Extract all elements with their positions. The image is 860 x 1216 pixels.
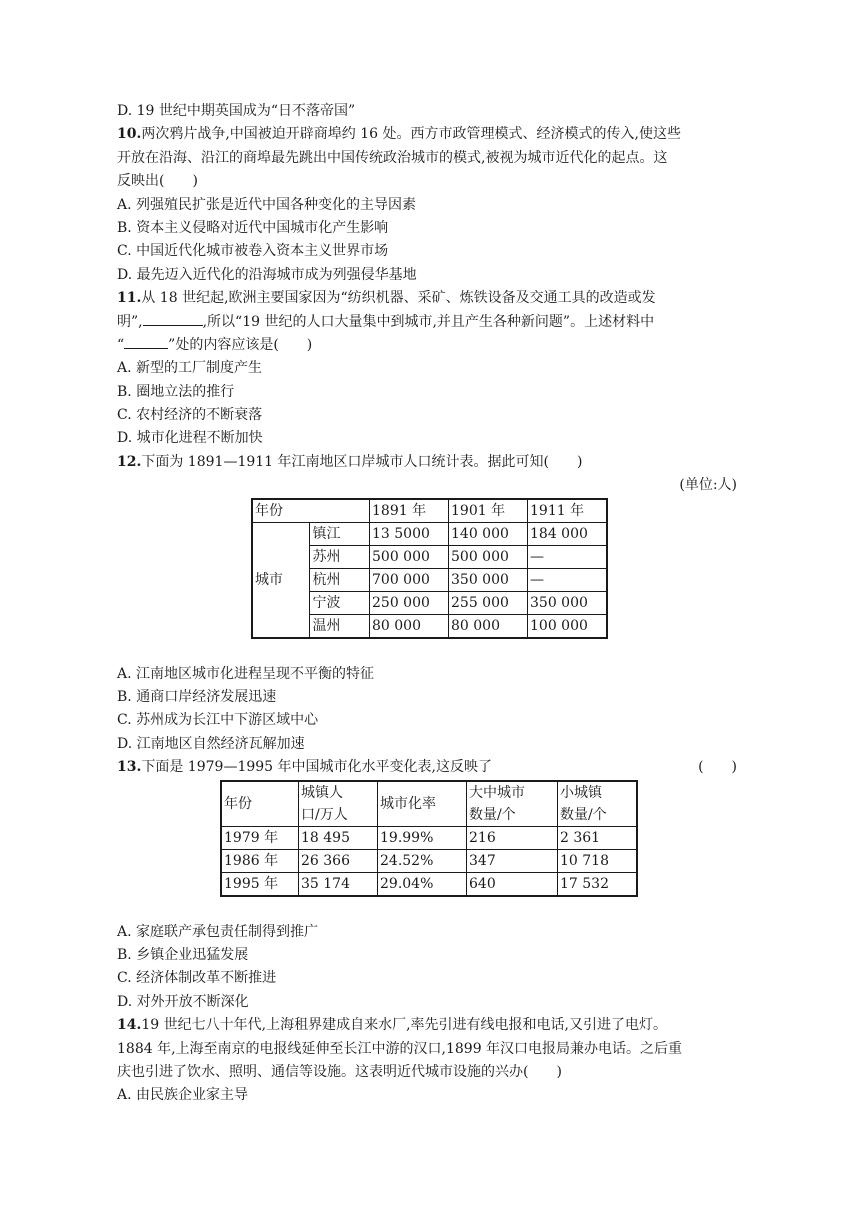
q12-option-d: D. 江南地区自然经济瓦解加速 (117, 735, 305, 752)
q11-stem-line-2b: ,所以“19 世纪的人口大量集中到城市,并且产生各种新问题”。上述材料中 (202, 313, 655, 330)
q13-option-d: D. 对外开放不断深化 (117, 993, 249, 1010)
q10-option-c: C. 中国近代化城市被卷入资本主义世界市场 (117, 243, 389, 260)
q14-stem-line-1: 19 世纪七八十年代,上海租界建成自来水厂,率先引进有线电报和电话,又引进了电灯。 (141, 1017, 667, 1034)
q12-population-table (251, 498, 608, 639)
table-cell: — (528, 545, 608, 568)
q14-option-a: A. 由民族企业家主导 (117, 1087, 249, 1104)
table-cell: 镇江 (310, 522, 370, 545)
q11-stem-line-2a: 明”, (117, 313, 143, 330)
question-13 (117, 756, 737, 1014)
question-11 (117, 287, 737, 451)
table-cell: 255 000 (449, 591, 528, 614)
table-header-cell: 大中城市 数量/个 (467, 781, 558, 827)
q13-number: 13. (117, 759, 142, 776)
q10-number: 10. (117, 126, 142, 143)
exam-page (117, 100, 737, 1108)
question-14 (117, 1014, 737, 1108)
q13-option-a: A. 家庭联产承包责任制得到推广 (117, 923, 319, 940)
q11-option-a: A. 新型的工厂制度产生 (117, 360, 263, 377)
table-cell: 温州 (310, 614, 370, 638)
table-cell: 10 718 (558, 849, 638, 872)
q11-stem-line-3b: ”处的内容应该是( ) (168, 336, 313, 353)
table-cell: 19.99% (378, 826, 467, 849)
answer-blank (143, 311, 203, 326)
table-cell: 35 174 (299, 872, 378, 896)
table-cell: 350 000 (528, 591, 608, 614)
table-header-row (221, 781, 637, 827)
table-cell: 1986 年 (221, 849, 299, 872)
q10-stem-line-1: 两次鸦片战争,中国被迫开辟商埠约 16 处。西方市政管理模式、经济模式的传入,使这些 (141, 126, 681, 143)
table-header-cell: 年份 (221, 781, 299, 827)
table-row (221, 849, 637, 872)
question-10 (117, 123, 737, 287)
question-12 (117, 451, 737, 756)
q11-stem-line-1: 从 18 世纪起,欧洲主要国家因为“纺织机器、采矿、炼铁设备及交通工具的改造或发 (141, 290, 656, 307)
table-cell: 500 000 (449, 545, 528, 568)
q14-stem-line-3: 庆也引进了饮水、照明、通信等设施。这表明近代城市设施的兴办( ) (117, 1063, 562, 1080)
table-cell: 13 5000 (370, 522, 449, 545)
table-header-cell: 1901 年 (449, 499, 528, 523)
q12-stem: 下面为 1891—1911 年江南地区口岸城市人口统计表。据此可知( ) (141, 453, 583, 470)
q14-number: 14. (117, 1017, 142, 1034)
answer-blank-ref (124, 334, 168, 349)
q12-option-c: C. 苏州成为长江中下游区域中心 (117, 712, 319, 729)
table-row (221, 826, 637, 849)
q13-stem: 下面是 1979—1995 年中国城市化水平变化表,这反映了 (141, 759, 492, 776)
table-header-cell: 城镇人 口/万人 (299, 781, 378, 827)
table-row (252, 522, 607, 545)
q12-option-b: B. 通商口岸经济发展迅速 (117, 689, 277, 706)
table-cell: 250 000 (370, 591, 449, 614)
table-header-cell: 1891 年 (370, 499, 449, 523)
q10-option-b: B. 资本主义侵略对近代中国城市化产生影响 (117, 219, 389, 236)
table-cell: 347 (467, 849, 558, 872)
table-group-cell: 城市 (252, 522, 310, 638)
q12-unit-note: (单位:人) (679, 477, 737, 494)
q14-stem-line-2: 1884 年,上海至南京的电报线延伸至长江中游的汉口,1899 年汉口电报局兼办电话。之后重 (117, 1040, 683, 1057)
table-cell: 100 000 (528, 614, 608, 638)
table-cell: 2 361 (558, 826, 638, 849)
q11-option-b: B. 圈地立法的推行 (117, 383, 235, 400)
table-cell: 700 000 (370, 568, 449, 591)
q10-option-d: D. 最先迈入近代化的沿海城市成为列强侵华基地 (117, 266, 417, 283)
table-header-cell: 小城镇 数量/个 (558, 781, 638, 827)
table-cell: 350 000 (449, 568, 528, 591)
table-cell: 184 000 (528, 522, 608, 545)
table-header-cell: 年份 (252, 499, 370, 523)
table-cell: 80 000 (449, 614, 528, 638)
q13-option-c: C. 经济体制改革不断推进 (117, 970, 277, 987)
table-header-row (252, 499, 607, 523)
q12-number: 12. (117, 453, 142, 470)
table-cell: 苏州 (310, 545, 370, 568)
table-cell: 1995 年 (221, 872, 299, 896)
q10-stem-line-3: 反映出( ) (117, 173, 198, 190)
q11-option-d: D. 城市化进程不断加快 (117, 430, 263, 447)
table-cell: — (528, 568, 608, 591)
table-cell: 18 495 (299, 826, 378, 849)
table-cell: 500 000 (370, 545, 449, 568)
table-cell: 24.52% (378, 849, 467, 872)
table-header-cell: 城市化率 (378, 781, 467, 827)
table-cell: 640 (467, 872, 558, 896)
q13-urbanization-table (220, 780, 638, 897)
q11-stem-line-3a: “ (117, 336, 125, 353)
q9-option-d: D. 19 世纪中期英国成为“日不落帝国” (117, 103, 356, 119)
q12-option-a: A. 江南地区城市化进程呈现不平衡的特征 (117, 665, 375, 682)
table-header-cell: 1911 年 (528, 499, 608, 523)
table-cell: 80 000 (370, 614, 449, 638)
q13-answer-paren: ( ) (698, 759, 737, 776)
table-cell: 1979 年 (221, 826, 299, 849)
q11-option-c: C. 农村经济的不断衰落 (117, 407, 263, 424)
table-cell: 杭州 (310, 568, 370, 591)
table-cell: 140 000 (449, 522, 528, 545)
q10-stem-line-2: 开放在沿海、沿江的商埠最先跳出中国传统政治城市的模式,被视为城市近代化的起点。这 (117, 149, 668, 166)
table-cell: 宁波 (310, 591, 370, 614)
table-cell: 216 (467, 826, 558, 849)
table-cell: 26 366 (299, 849, 378, 872)
q10-option-a: A. 列强殖民扩张是近代中国各种变化的主导因素 (117, 196, 417, 213)
table-row (221, 872, 637, 896)
q13-option-b: B. 乡镇企业迅猛发展 (117, 946, 249, 963)
table-cell: 29.04% (378, 872, 467, 896)
table-cell: 17 532 (558, 872, 638, 896)
q11-number: 11. (117, 290, 142, 307)
